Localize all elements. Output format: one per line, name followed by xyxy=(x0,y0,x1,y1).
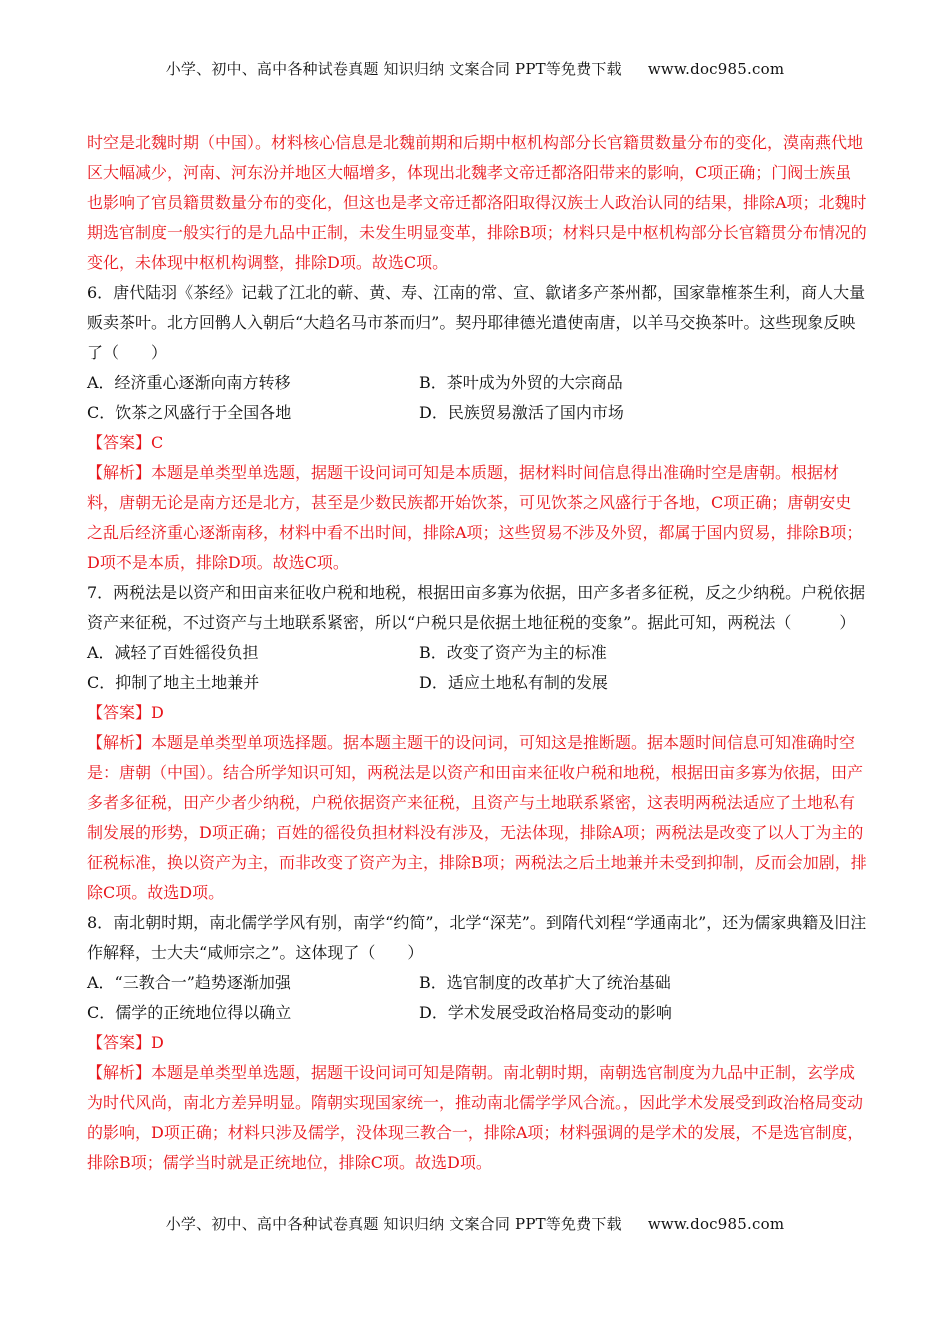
options-list xyxy=(87,368,867,428)
footer-url[interactable]: www.doc985.com xyxy=(647,1215,785,1233)
answer-line xyxy=(87,1028,867,1058)
question-7 xyxy=(87,578,867,908)
header-slogan: 小学、初中、高中各种试卷真题 知识归纳 文案合同 PPT等免费下载 xyxy=(165,60,622,78)
answer-tag: 【答案】 xyxy=(87,703,152,722)
explanation-tag: 【解析】 xyxy=(87,733,152,752)
option-d: D．适应土地私有制的发展 xyxy=(419,673,608,692)
explanation-line xyxy=(87,458,867,578)
explanation-text: 本题是单类型单选题，据题干设问词可知是本质题，据材料时间信息得出准确时空是唐朝。根据材料，唐朝无论是南方还是北方，甚至是少数民族都开始饮茶，可见饮茶之风盛行于各地，C项正确；唐朝安史之乱后经济重心逐渐南移，材料中看不出时间，排除A项；这些贸易不涉及外贸，都属于国内贸易，排除B项；D项不是本质，排除D项。故选C项。 xyxy=(87,463,863,572)
answer-value: D xyxy=(151,1033,164,1052)
header-url[interactable]: www.doc985.com xyxy=(647,60,785,78)
content-body xyxy=(87,128,867,1178)
question-stem: 7．两税法是以资产和田亩来征收户税和地税，根据田亩多寡为依据，田产多者多征税，反之少纳税。户税依据资产来征税，不过资产与土地联系紧密，所以“户税只是依据土地征税的变象”。据此可知，两税法（ ） xyxy=(87,583,866,632)
explanation-line xyxy=(87,728,867,908)
option-c: C．儒学的正统地位得以确立 xyxy=(87,1003,292,1022)
answer-line xyxy=(87,698,867,728)
options-list xyxy=(87,968,867,1028)
answer-line xyxy=(87,428,867,458)
option-a: A．经济重心逐渐向南方转移 xyxy=(87,373,291,392)
question-stem: 8．南北朝时期，南北儒学学风有别，南学“约简”，北学“深芜”。到隋代刘程“学通南北”，还为儒家典籍及旧注作解释，士大夫“咸师宗之”。这体现了（ ） xyxy=(87,913,867,962)
explanation-line xyxy=(87,1058,867,1178)
answer-value: D xyxy=(151,703,164,722)
option-c: C．饮茶之风盛行于全国各地 xyxy=(87,403,292,422)
answer-tag: 【答案】 xyxy=(87,1033,152,1052)
explanation-tag: 【解析】 xyxy=(87,1063,152,1082)
option-d: D．学术发展受政治格局变动的影响 xyxy=(419,1003,672,1022)
explanation-tag: 【解析】 xyxy=(87,463,152,482)
page-footer xyxy=(0,1213,950,1234)
question-stem: 6．唐代陆羽《茶经》记载了江北的蕲、黄、寿、江南的常、宣、歙诸多产茶州都，国家靠榷茶生利，商人大量贩卖茶叶。北方回鹘人入朝后“大趋名马市茶而归”。契丹耶律德光遣使南唐，以羊马交换茶叶。这些现象反映了（ ） xyxy=(87,283,866,362)
option-c: C．抑制了地主土地兼并 xyxy=(87,673,260,692)
explanation-text: 本题是单类型单选题，据题干设问词可知是隋朝。南北朝时期，南朝选官制度为九品中正制，玄学成为时代风尚，南北方差异明显。隋朝实现国家统一，推动南北儒学学风合流。，因此学术发展受到政治格局变动的影响，D项正确；材料只涉及儒学，没体现三教合一，排除A项；材料强调的是学术的发展，不是选官制度，排除B项；儒学当时就是正统地位，排除C项。故选D项。 xyxy=(87,1063,864,1172)
answer-value: C xyxy=(151,433,164,452)
option-a: A．“三教合一”趋势逐渐加强 xyxy=(87,973,291,992)
option-b: B．茶叶成为外贸的大宗商品 xyxy=(419,373,623,392)
option-b: B．选官制度的改革扩大了统治基础 xyxy=(419,973,671,992)
option-b: B．改变了资产为主的标准 xyxy=(419,643,607,662)
footer-slogan: 小学、初中、高中各种试卷真题 知识归纳 文案合同 PPT等免费下载 xyxy=(165,1215,622,1233)
option-d: D．民族贸易激活了国内市场 xyxy=(419,403,624,422)
options-list xyxy=(87,638,867,698)
question-8 xyxy=(87,908,867,1178)
option-a: A．减轻了百姓徭役负担 xyxy=(87,643,259,662)
question-6 xyxy=(87,278,867,578)
page-header xyxy=(0,58,950,79)
explanation-text: 本题是单类型单项选择题。据本题主题干的设问词，可知这是推断题。据本题时间信息可知准确时空是：唐朝（中国）。结合所学知识可知，两税法是以资产和田亩来征收户税和地税，根据田亩多寡为依据，田产多者多征税，田产少者少纳税，户税依据资产来征税，且资产与土地联系紧密，这表明两税法适应了土地私有制发展的形势，D项正确；百姓的徭役负担材料没有涉及，无法体现，排除A项；两税法是改变了以人丁为主的征税标准，换以资产为主，而非改变了资产为主，排除B项；两税法之后土地兼并未受到抑制，反而会加剧，排除C项。故选D项。 xyxy=(87,733,867,902)
explanation-text: 时空是北魏时期（中国）。材料核心信息是北魏前期和后期中枢机构部分长官籍贯数量分布的变化，漠南燕代地区大幅减少，河南、河东汾并地区大幅增多，体现出北魏孝文帝迁都洛阳带来的影响，C项正确；门阀士族虽也影响了官员籍贯数量分布的变化，但这也是孝文帝迁都洛阳取得汉族士人政治认同的结果，排除A项；北魏时期选官制度一般实行的是九品中正制，未发生明显变革，排除B项；材料只是中枢机构部分长官籍贯分布情况的变化，未体现中枢机构调整，排除D项。故选C项。 xyxy=(87,133,867,272)
answer-tag: 【答案】 xyxy=(87,433,152,452)
